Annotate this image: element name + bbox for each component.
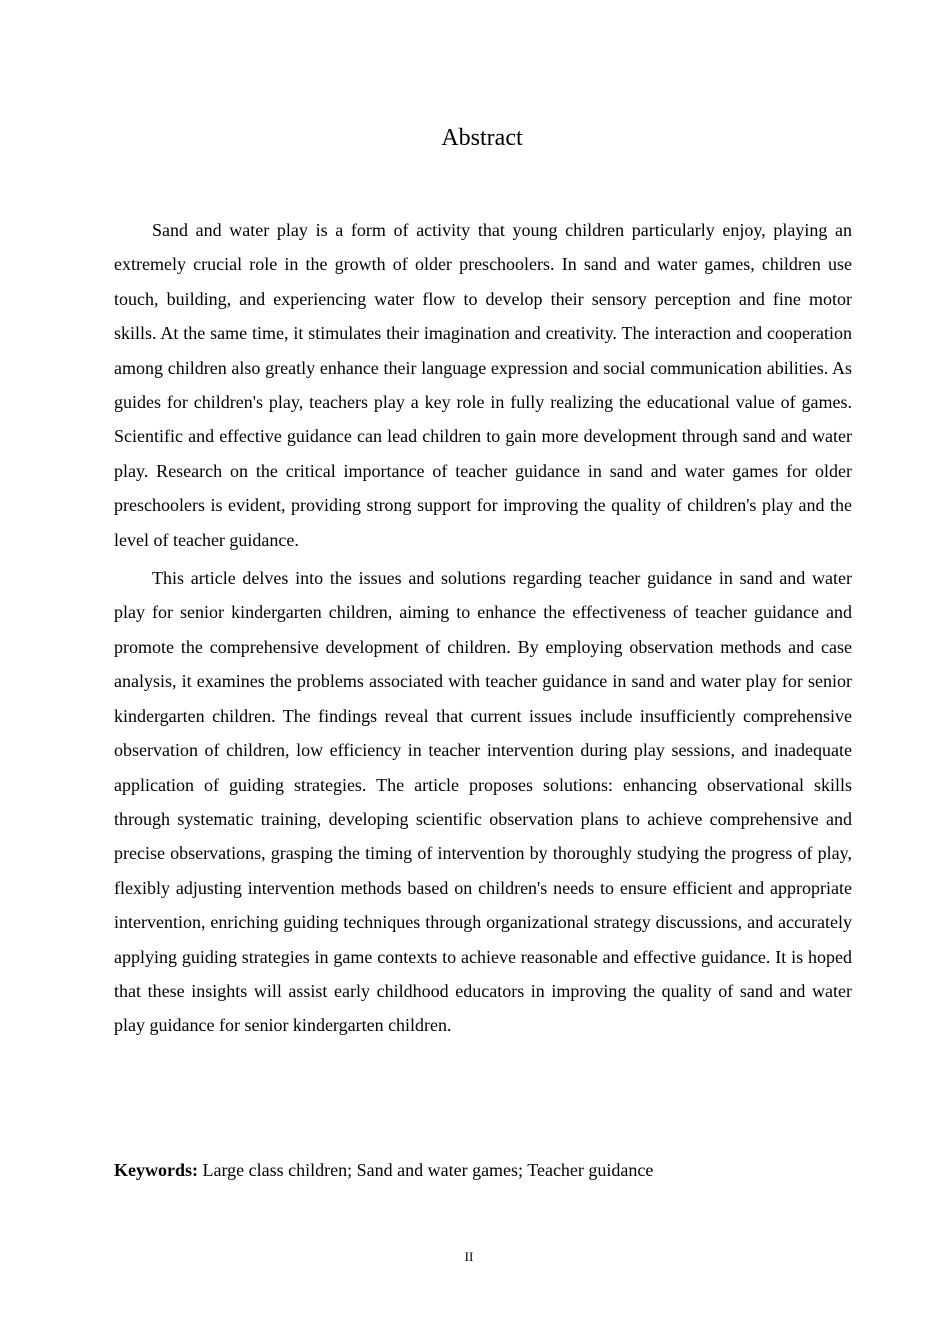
keywords-line <box>114 1156 852 1184</box>
abstract-body <box>114 213 852 1047</box>
abstract-paragraph-2: This article delves into the issues and solutions regarding teacher guidance in sand and water play for senior kindergarten children, aiming to enhance the effectiveness of teacher guidance and promote the comprehensive development of children. By employing observation methods and case analysis, it examines the problems associated with teacher guidance in sand and water play for senior kindergarten children. The findings reveal that current issues include insufficiently comprehensive observation of children, low efficiency in teacher intervention during play sessions, and inadequate application of guiding strategies. The article proposes solutions: enhancing observational skills through systematic training, developing scientific observation plans to achieve comprehensive and precise observations, grasping the timing of intervention by thoroughly studying the progress of play, flexibly adjusting intervention methods based on children's needs to ensure efficient and appropriate intervention, enriching guiding techniques through organizational strategy discussions, and accurately applying guiding strategies in game contexts to achieve reasonable and effective guidance. It is hoped that these insights will assist early childhood educators in improving the quality of sand and water play guidance for senior kindergarten children. <box>114 568 852 1036</box>
keywords-text: Large class children; Sand and water games; Teacher guidance <box>202 1160 654 1180</box>
page-number: II <box>464 1249 474 1264</box>
page-title: Abstract <box>441 125 523 151</box>
abstract-paragraph-1: Sand and water play is a form of activity that young children particularly enjoy, playing an extremely crucial role in the growth of older preschoolers. In sand and water games, children use touch, building, and experiencing water flow to develop their sensory perception and fine motor skills. At the same time, it stimulates their imagination and creativity. The interaction and cooperation among children also greatly enhance their language expression and social communication abilities. As guides for children's play, teachers play a key role in fully realizing the educational value of games. Scientific and effective guidance can lead children to gain more development through sand and water play. Research on the critical importance of teacher guidance in sand and water games for older preschoolers is evident, providing strong support for improving the quality of children's play and the level of teacher guidance. <box>114 220 852 550</box>
keywords-label: Keywords: <box>114 1160 198 1180</box>
